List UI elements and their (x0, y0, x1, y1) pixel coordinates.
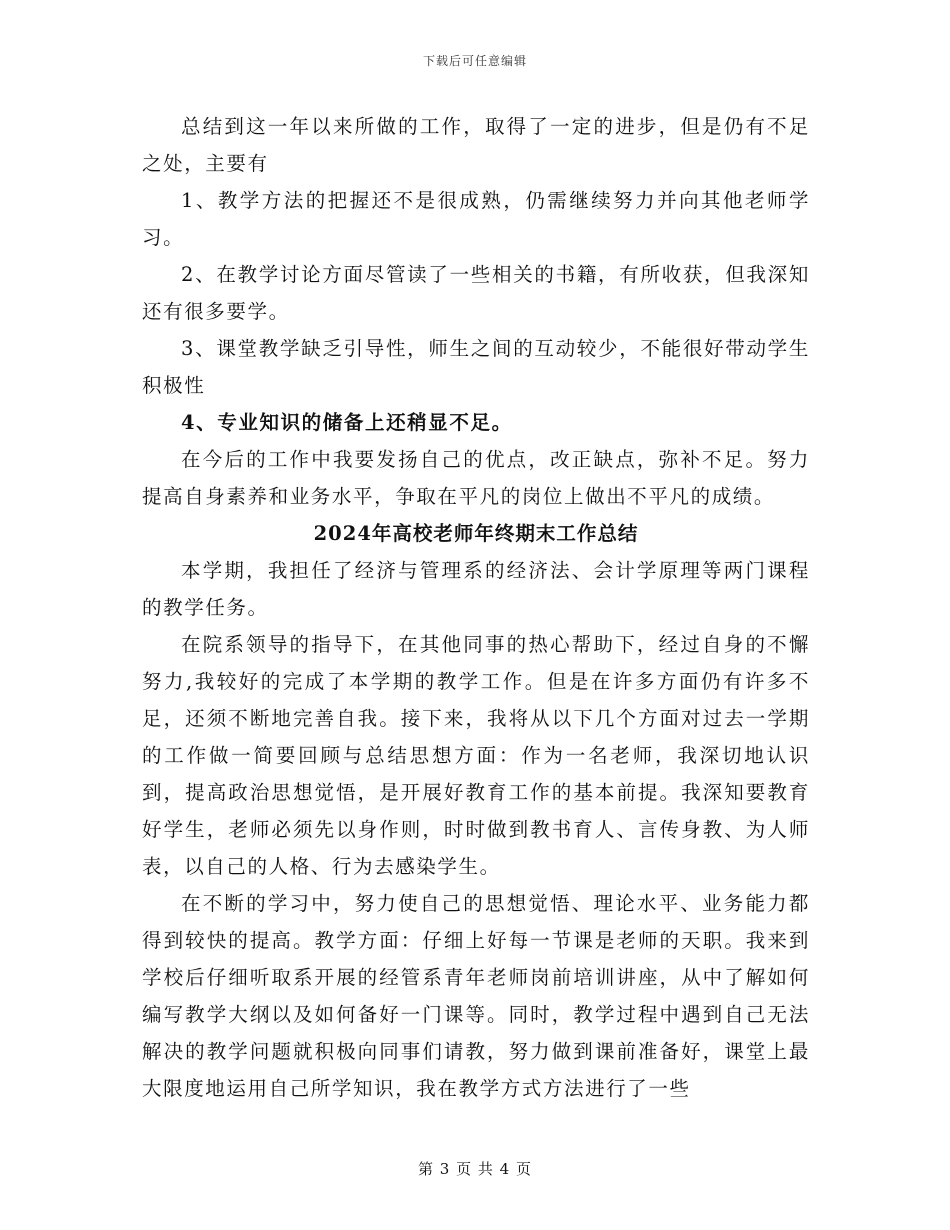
paragraph-teaching: 在不断的学习中，努力使自己的思想觉悟、理论水平、业务能力都得到较快的提高。教学方面：仔细上好每一节课是老师的天职。我来到学校后仔细听取系开展的经管系青年老师岗前培训讲座，从中了解如何编写教学大纲以及如何备好一门课等。同时，教学过程中遇到自己无法解决的教学问题就积极向同事们请教，努力做到课前准备好，课堂上最大限度地运用自己所学知识，我在教学方式方法进行了一些 (142, 892, 810, 1100)
paragraph-summary-intro: 总结到这一年以来所做的工作，取得了一定的进步，但是仍有不足之处，主要有 (142, 115, 810, 175)
paragraph-item-1: 1、教学方法的把握还不是很成熟，仍需继续努力并向其他老师学习。 (142, 189, 810, 249)
paragraph-future-plan: 在今后的工作中我要发扬自己的优点，改正缺点，弥补不足。努力提高自身素养和业务水平，争取在平凡的岗位上做出不平凡的成绩。 (142, 448, 810, 508)
page-header-note: 下载后可任意编辑 (422, 54, 527, 68)
paragraph-item-4: 4、专业知识的储备上还稍显不足。 (181, 411, 513, 434)
paragraph-ideology: 在院系领导的指导下，在其他同事的热心帮助下，经过自身的不懈努力,我较好的完成了本学期的教学工作。但是在许多方面仍有许多不足，还须不断地完善自我。接下来，我将从以下几个方面对过去一学期的工作做一简要回顾与总结思想方面：作为一名老师，我深切地认识到，提高政治思想觉悟，是开展好教育工作的基本前提。我深知要教育好学生，老师必须先以身作则，时时做到教书育人、言传身教、为人师表，以自己的人格、行为去感染学生。 (142, 633, 810, 878)
page-number: 第 3 页 共 4 页 (418, 1160, 532, 1178)
paragraph-item-2: 2、在教学讨论方面尽管读了一些相关的书籍，有所收获，但我深知还有很多要学。 (142, 263, 810, 323)
paragraph-semester-duty: 本学期，我担任了经济与管理系的经济法、会计学原理等两门课程的教学任务。 (142, 559, 810, 619)
document-body (142, 108, 810, 1107)
paragraph-item-3: 3、课堂教学缺乏引导性，师生之间的互动较少，不能很好带动学生积极性 (142, 337, 810, 397)
section-title: 2024年高校老师年终期末工作总结 (313, 522, 639, 545)
